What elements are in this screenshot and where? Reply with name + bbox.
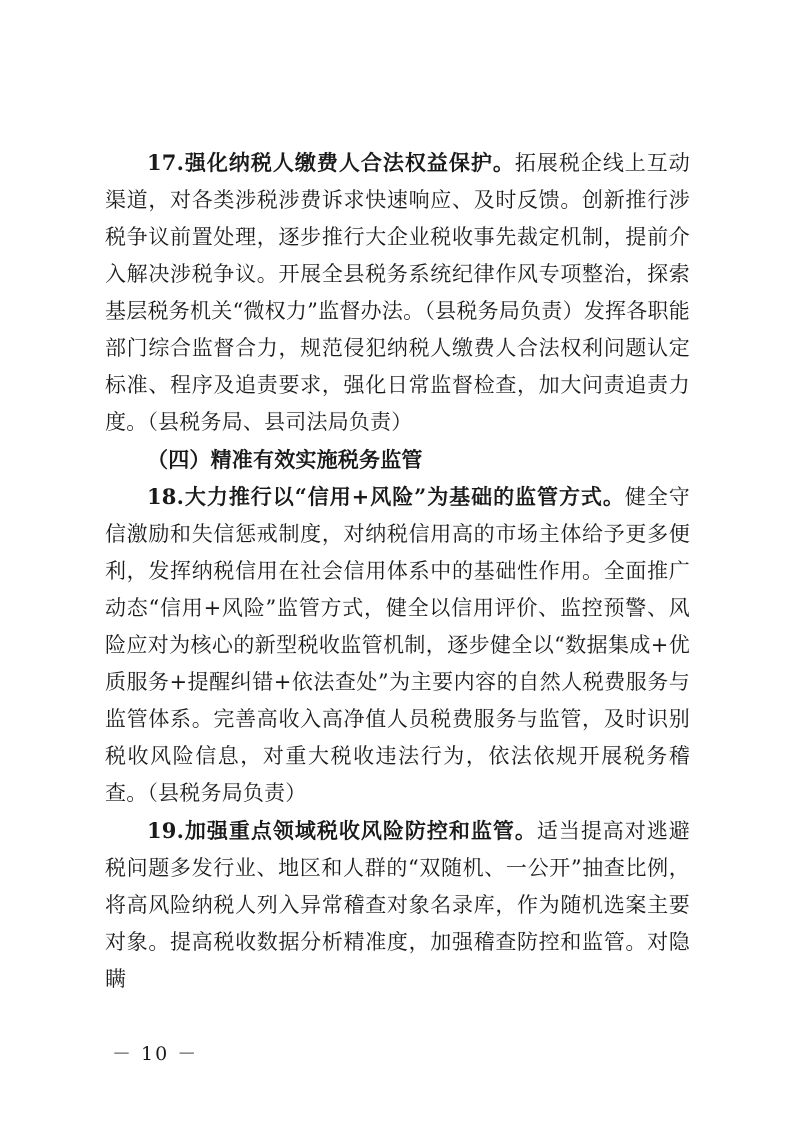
paragraph-18 [105, 478, 690, 812]
document-body [105, 144, 690, 998]
paragraph-17-heading: 17.强化纳税人缴费人合法权益保护。 [147, 150, 515, 175]
section-heading-4: （四）精准有效实施税务监管 [147, 447, 423, 472]
paragraph-19 [105, 812, 690, 998]
paragraph-18-text: 健全守信激励和失信惩戒制度，对纳税信用高的市场主体给予更多便利，发挥纳税信用在社会信用体系中的基础性作用。全面推广动态“信用+风险”监管方式，健全以信用评价、监控预警、风险应对为核心的新型税收监管机制，逐步健全以“数据集成+优质服务+提醒纠错+依法查处”为主要内容的自然人税费服务与监管体系。完善高收入高净值人员税费服务与监管，及时识别税收风险信息，对重大税收违法行为，依法依规开展税务稽查。（县税务局负责） [105, 485, 690, 805]
paragraph-19-heading: 19.加强重点领域税收风险防控和监管。 [147, 818, 537, 843]
page-number: － 10 － [112, 1043, 199, 1065]
paragraph-17-text: 拓展税企线上互动渠道，对各类涉税涉费诉求快速响应、及时反馈。创新推行涉税争议前置处理，逐步推行大企业税收事先裁定机制，提前介入解决涉税争议。开展全县税务系统纪律作风专项整治，探索基层税务机关“微权力”监督办法。（县税务局负责）发挥各职能部门综合监督合力，规范侵犯纳税人缴费人合法权利问题认定标准、程序及追责要求，强化日常监督检查，加大问责追责力度。（县税务局、县司法局负责） [105, 151, 690, 434]
paragraph-17 [105, 144, 690, 441]
paragraph-18-heading: 18.大力推行以“信用+风险”为基础的监管方式。 [147, 484, 625, 509]
paragraph-19-text: 适当提高对逃避税问题多发行业、地区和人群的“双随机、一公开”抽查比例，将高风险纳税人列入异常稽查对象名录库，作为随机选案主要对象。提高税收数据分析精准度，加强稽查防控和监管。对隐瞒 [105, 819, 690, 991]
